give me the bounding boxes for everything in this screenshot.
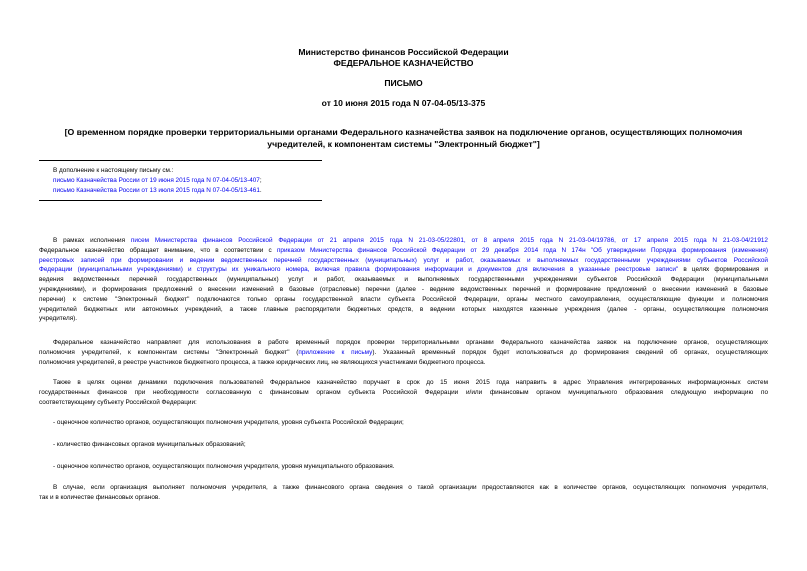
paragraph-2: [39, 338, 768, 367]
ministry-name: Министерство финансов Российской Федерации: [298, 47, 509, 57]
supplement-note: [53, 166, 262, 196]
text-line: Также в целях оценки динамики подключения пользователей Федеральное казначейство поручает в срок до 15 июня 2015 года направить в адрес Управления интегрированных информационных систем: [53, 379, 768, 386]
agency-name: ФЕДЕРАЛЬНОЕ КАЗНАЧЕЙСТВО: [333, 58, 474, 68]
text-line: перечни) к системе "Электронный бюджет" подключаются только органы государственной власти субъекта Российской Федерации, органы местного самоуправления, осуществляющие функции и полномочия: [39, 295, 768, 303]
document-title: [30, 126, 777, 150]
link-order-174n[interactable]: приказом Министерства финансов Российской Федерации от 29 декабря 2014 года N 174н "Об утверждении Порядка формирования (изменения): [276, 246, 768, 254]
text-line: учредителей бюджетных или автономных учреждений, а также главные распорядители бюджетных средств, в ведении которых находятся казенные учреждения (далее - органы, осуществляющие полномочия: [39, 305, 768, 313]
document-header: [0, 47, 807, 69]
list-item: - количество финансовых органов муниципальных образований;: [53, 441, 246, 448]
separator: .: [259, 187, 262, 194]
separator: ;: [259, 177, 262, 184]
text-line: государственных финансов при необходимости согласованную с финансовым органом субъекта Российской Федерации и/или финансовым органом муниципального образования следующую информацию по: [39, 388, 768, 396]
link-order-174n-cont[interactable]: Федерации (муниципальными учреждениями) и структуры их уникального номера, включая правила формирования информации и документов для включения в указанные реестровые записи": [39, 266, 679, 274]
text-line: ведения ведомственных перечней государственных (муниципальных) услуг и работ, оказываемых и выполняемых государственными учреждениями субъектов Российской Федерации (муниципальными: [39, 276, 768, 284]
text-line: Федеральное казначейство направляет для использования в работе временный порядок проверки территориальными органами Федерального казначейства заявок на подключение органов, осуществляющих: [53, 339, 768, 346]
link-letter-07-04-05-13-461[interactable]: письмо Казначейства России от 13 июля 2015 года N 07-04-05/13-461: [53, 187, 260, 194]
text-fragment: полномочия учредителей, к компонентам системы "Электронный бюджет" (: [39, 348, 299, 356]
text-line: В случае, если организация выполняет полномочия учредителя, а также финансового органа сведения о такой организации предоставляются как в количестве органов, осуществляющих полномочия учредителя,: [53, 484, 768, 491]
text-line: полномочия учредителей, в реестре участников бюджетного процесса, а также юридических лиц, не являющихся участниками бюджетного процесса.: [39, 358, 486, 366]
link-minfin-letters[interactable]: писем Министерства финансов Российской Федерации от 21 апреля 2015 года N 21-03-05/22801, от 8 апреля 2015 года N 21-03-04/19786, от 17 апреля 2015 года N 21-03-04/21912: [130, 237, 768, 244]
list-item: - оценочное количество органов, осуществляющих полномочия учредителя, уровня субъекта Российской Федерации;: [53, 419, 404, 426]
title-line: [О временном порядке проверки территориальными органами Федерального казначейства заявок на подключение органов, осуществляющих полномочия: [64, 127, 743, 137]
text-line: учреждениями), и формирования предложений о внесении изменений в базовые (отраслевые) перечни (далее - ведение ведомственных перечней и формирование предложений о внесении изменений в базовые: [39, 285, 768, 293]
paragraph-4: [39, 483, 768, 503]
text-line: так и в количестве финансовых органов.: [39, 493, 161, 501]
text-fragment: в целях формирования и: [678, 266, 768, 274]
link-order-174n-cont[interactable]: реестровых записей при формировании и ведении ведомственных перечней государственных (муниципальных) услуг и работ, оказываемых и выполняемых государственными учреждениями субъектов Российской: [39, 256, 768, 264]
list-item: - оценочное количество органов, осуществляющих полномочия учредителя, уровня муниципального образования.: [53, 463, 395, 470]
link-appendix[interactable]: приложение к письму: [298, 348, 373, 356]
bottom-divider: [39, 200, 322, 201]
supplement-intro: В дополнение к настоящему письму см.:: [53, 167, 174, 174]
text-fragment: ). Указанный временный порядок будет использоваться до формирования сведений об органах, осуществляющих: [372, 348, 768, 356]
document-type: ПИСЬМО: [384, 78, 423, 88]
document-number: от 10 июня 2015 года N 07-04-05/13-375: [321, 98, 486, 108]
paragraph-3: [39, 378, 768, 407]
text-line: соответствующему субъекту Российской Федерации:: [39, 398, 197, 406]
text-fragment: В рамках исполнения: [53, 237, 131, 244]
link-letter-07-04-05-13-407[interactable]: письмо Казначейства России от 19 июня 2015 года N 07-04-05/13-407: [53, 177, 260, 184]
top-divider: [39, 160, 322, 161]
paragraph-1: [39, 236, 768, 324]
title-line: учредителей, к компонентам системы "Электронный бюджет"]: [267, 139, 540, 149]
text-line: учредителя).: [39, 315, 78, 323]
text-fragment: Федеральное казначейство обращает внимание, что в соответствии с: [39, 246, 277, 254]
